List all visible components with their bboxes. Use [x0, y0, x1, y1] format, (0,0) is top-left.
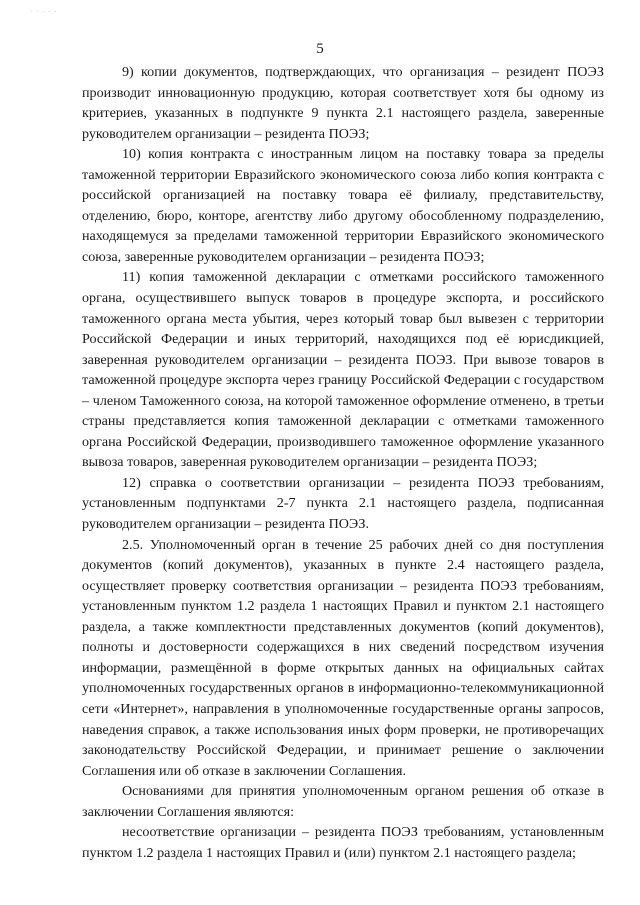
page-number: 5 [316, 41, 324, 57]
paragraph-item-9: 9) копии документов, подтверждающих, что организация – резидент ПОЭЗ производит инновационную продукцию, которая соответствует хотя бы одному из критериев, указанных в подпункте 9 пункта 2.1 настоящего раздела, заверенные руководителем организации – резидента ПОЭЗ; [82, 64, 604, 142]
paragraph-refusal-ground-1: несоответствие организации – резидента ПОЭЗ требованиям, установленным пунктом 1.2 раздела 1 настоящих Правил и (или) пунктом 2.1 настоящего раздела; [82, 824, 604, 861]
paragraph-section-2-5: 2.5. Уполномоченный орган в течение 25 рабочих дней со дня поступления документов (копий документов), указанных в пункте 2.4 настоящего раздела, осуществляет проверку соответствия организации – резидента ПОЭЗ требованиям, установленным пунктом 1.2 раздела 1 настоящих Правил и пунктом 2.1 настоящего раздела, а также комплектности представленных документов (копий документов), полноты и достоверности содержащихся в них сведений посредством изучения информации, размещённой в форме открытых данных на официальных сайтах уполномоченных государственных органов в информационно-телекоммуникационной сети «Интернет», направления в уполномоченные государственные органы запросов, наведения справок, а также использования иных форм проверки, не противоречащих законодательству Российской Федерации, и принимает решение о заключении Соглашения или об отказе в заключении Соглашения. [82, 536, 604, 779]
scan-corner-mark: · · · · · [30, 8, 58, 16]
paragraph-item-11: 11) копия таможенной декларации с отметками российского таможенного органа, осуществившего выпуск товаров в процедуре экспорта, и российского таможенного органа места убытия, через который товар был вывезен с территории Российской Федерации и иных территорий, находящихся под её юрисдикцией, заверенная руководителем организации – резидента ПОЭЗ. При вывозе товаров в таможенной процедуре экспорта через границу Российской Федерации с государством – членом Таможенного союза, на которой таможенное оформление отменено, в третьи страны представляется копия таможенной декларации с отметками таможенного органа Российской Федерации, производившего таможенное оформление указанного вывоза товаров, заверенная руководителем организации – резидента ПОЭЗ; [82, 269, 604, 471]
paragraph-item-12: 12) справка о соответствии организации – резидента ПОЭЗ требованиям, установленным подпунктами 2-7 пункта 2.1 настоящего раздела, подписанная руководителем организации – резидента ПОЭЗ. [82, 474, 604, 533]
paragraph-refusal-grounds-intro: Основаниями для принятия уполномоченным органом решения об отказе в заключении Соглашения являются: [82, 783, 604, 820]
document-body [82, 62, 604, 863]
paragraph-item-10: 10) копия контракта с иностранным лицом на поставку товара за пределы таможенной территории Евразийского экономического союза либо копия контракта с российской организацией на поставку товара её филиалу, представительству, отделению, бюро, конторе, агентству либо другому обособленному подразделению, находящемуся за пределами таможенной территории Евразийского экономического союза, заверенные руководителем организации – резидента ПОЭЗ; [82, 146, 604, 265]
